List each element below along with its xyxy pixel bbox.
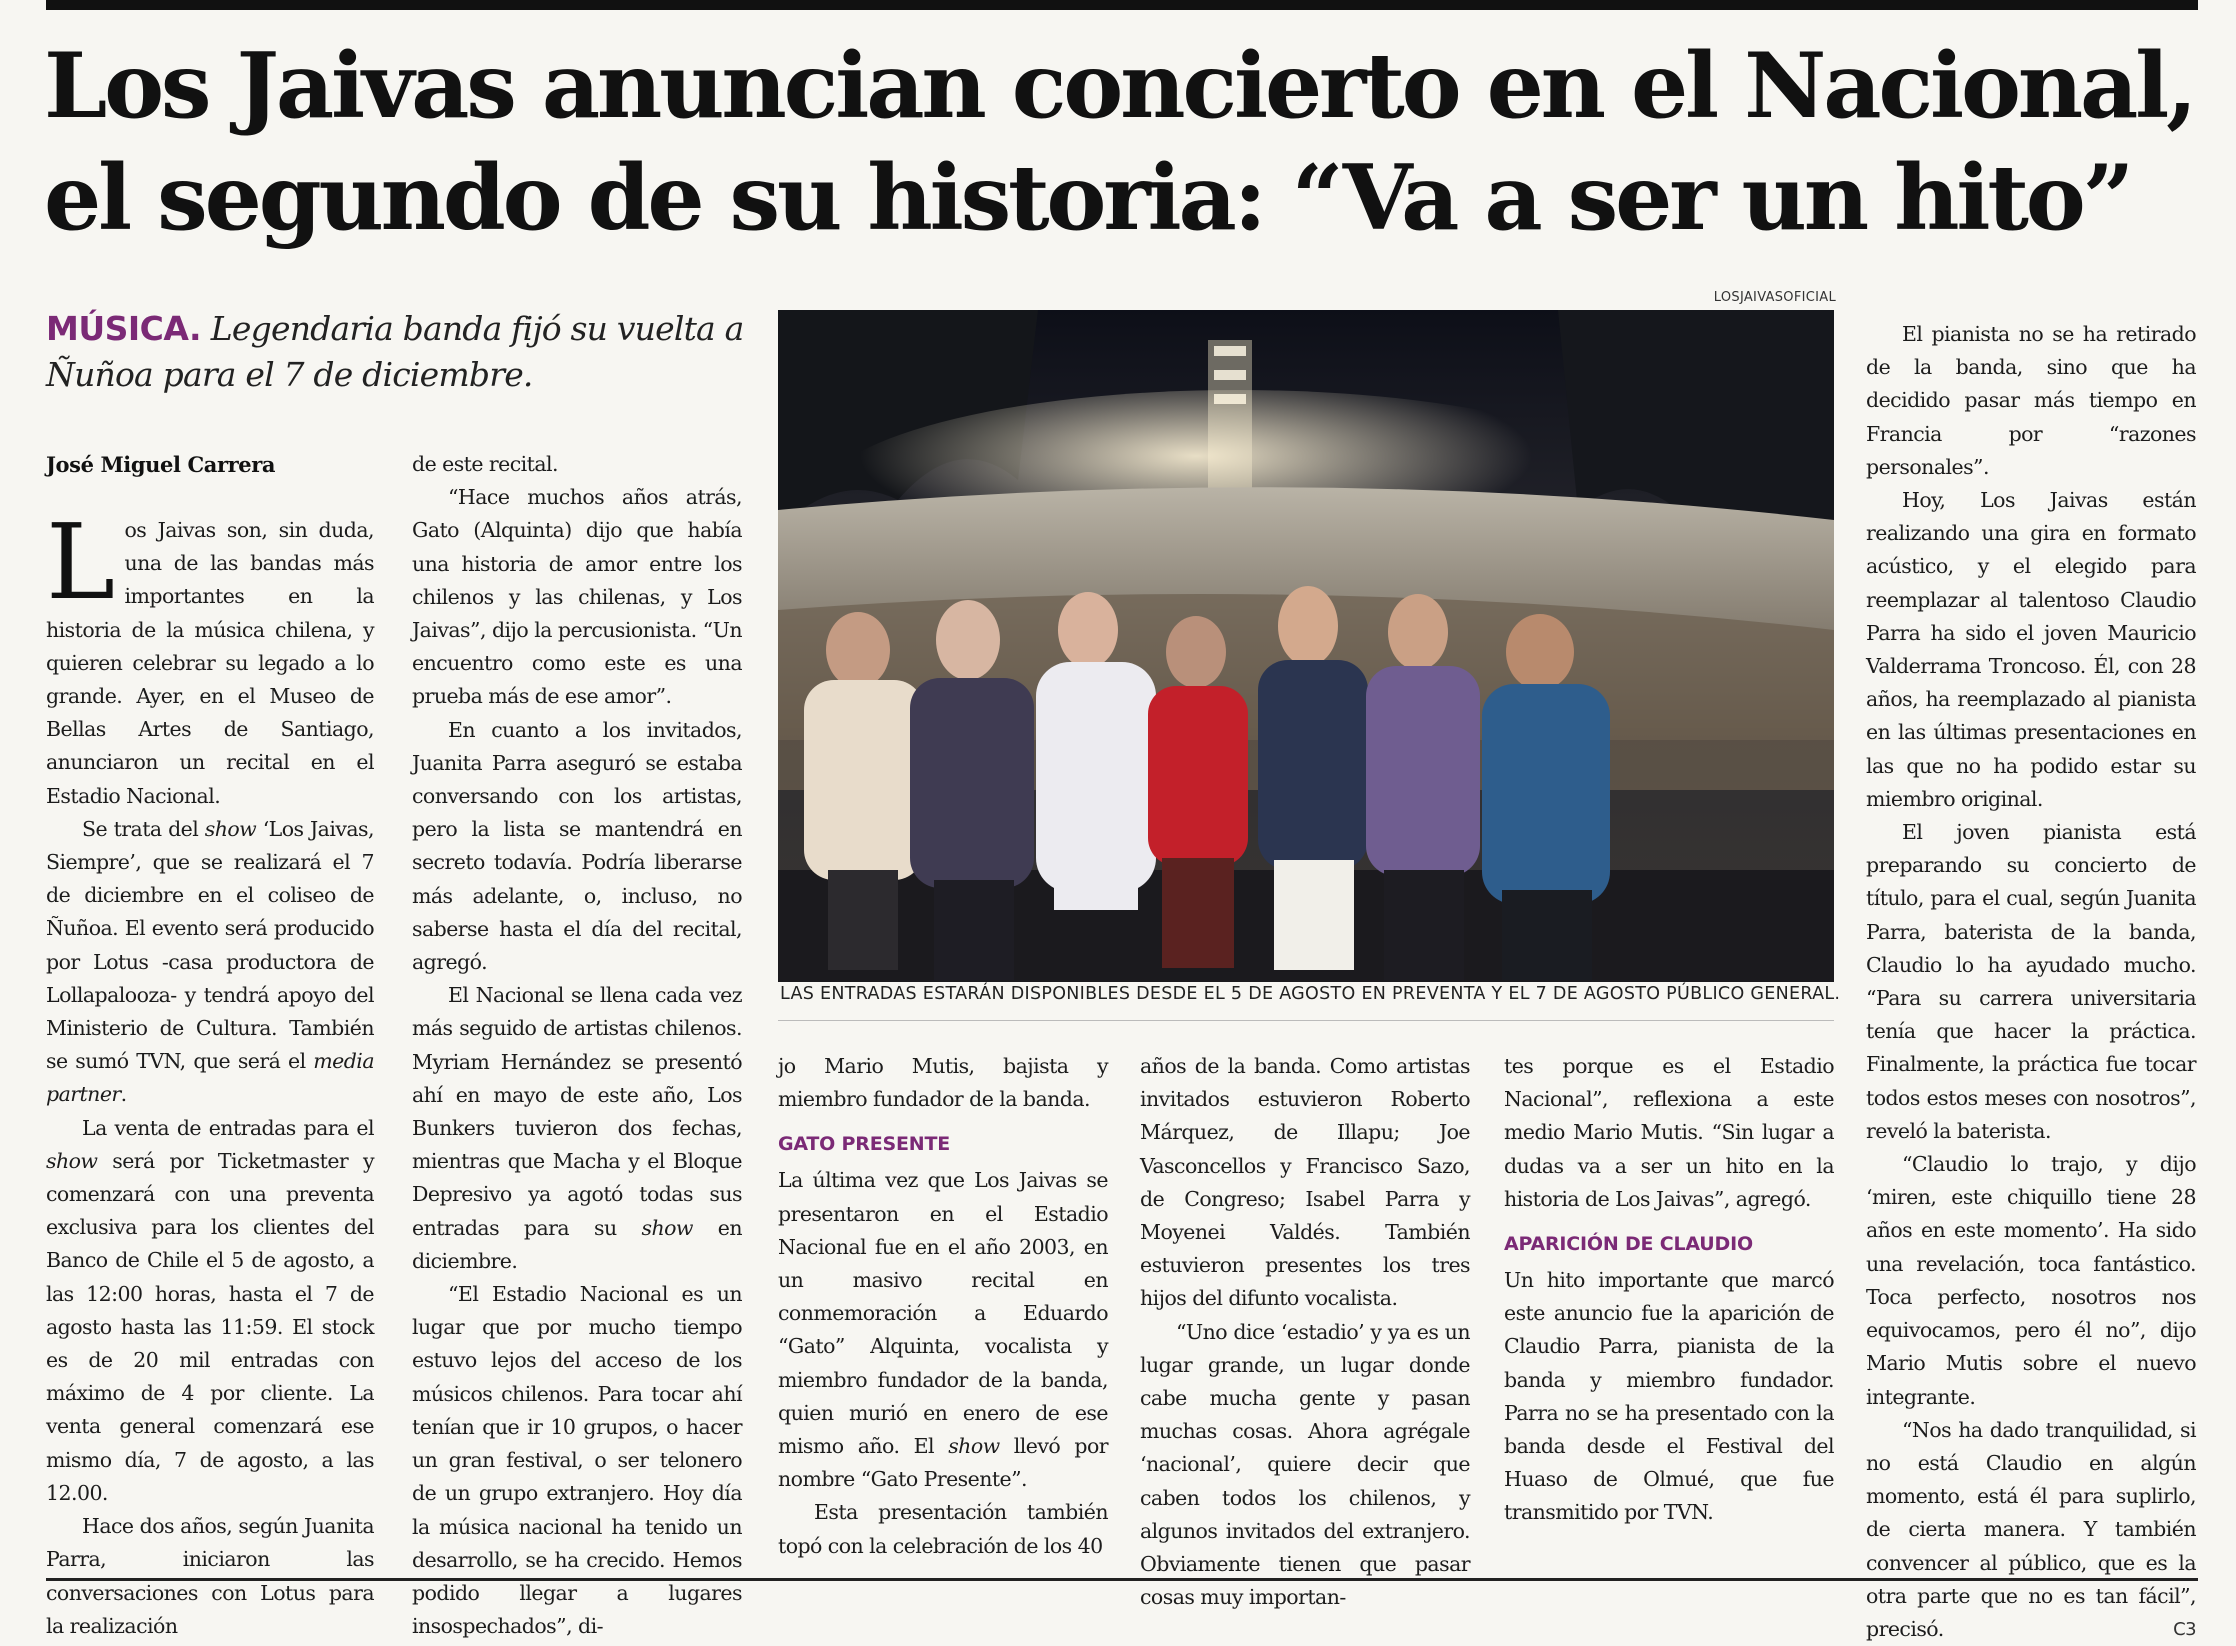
article-column-6 xyxy=(1866,318,2196,1646)
paragraph: El joven pianista está preparando su concierto de título, para el cual, según Juanita Parra, baterista de la banda, Claudio lo ha ayudado mucho. “Para su carrera universitaria tenía que hacer la práctica. Finalmente, la práctica fue tocar todos estos meses con nosotros”, reveló la baterista. xyxy=(1866,820,2196,1143)
text-run: Se trata del xyxy=(82,816,205,841)
caption-divider xyxy=(778,1020,1834,1021)
paragraph: Un hito importante que marcó este anuncio fue la aparición de Claudio Parra, pianista de la banda y miembro fundador. Parra no se ha presentado con la banda desde el Festival del Huaso de Olmué, que fue transmitido por TVN. xyxy=(1504,1268,1834,1525)
paragraph xyxy=(412,979,742,1278)
paragraph: “Hace muchos años atrás, Gato (Alquinta) dijo que había una historia de amor entre los chilenos y las chilenas, y Los Jaivas”, dijo la percusionista. “Un encuentro como este es una prueba más de ese amor”. xyxy=(412,485,742,709)
band-photo-illustration xyxy=(778,310,1834,982)
text-run: ‘Los Jaivas, Siempre’, que se realizará el 7 de diciembre en el coliseo de Ñuñoa. El evento será producido por Lotus -casa productora de Lollapalooza- y tendrá apoyo del Ministerio de Cultura. También se sumó TVN, que será el xyxy=(46,816,374,1074)
headline-line-2: el segundo de su historia: “Va a ser un hito” xyxy=(44,145,2132,251)
paragraph xyxy=(778,1164,1108,1496)
subhead-aparicion-de-claudio: APARICIÓN DE CLAUDIO xyxy=(1504,1233,1753,1256)
byline: José Miguel Carrera xyxy=(46,452,276,477)
paragraph xyxy=(46,501,374,813)
article-column-2 xyxy=(412,448,742,1643)
emphasis: show xyxy=(46,1148,98,1173)
emphasis: show xyxy=(948,1434,1000,1459)
emphasis: media partner xyxy=(46,1049,374,1107)
bottom-rule xyxy=(46,1578,2198,1581)
end-mark: C3 xyxy=(2173,1618,2196,1640)
text-run: llevó por nombre “Gato Presente”. xyxy=(778,1434,1108,1492)
emphasis: show xyxy=(204,816,257,841)
paragraph xyxy=(1866,1414,2196,1646)
headline xyxy=(44,30,2204,254)
deck-kicker: MÚSICA. xyxy=(46,309,202,348)
article-column-1 xyxy=(46,501,374,1643)
text-run: La venta de entradas para el xyxy=(82,1115,374,1140)
photo-credit: LOSJAIVASOFICIAL xyxy=(1713,290,1836,305)
emphasis: show xyxy=(641,1215,693,1240)
paragraph: Hoy, Los Jaivas están realizando una gira en formato acústico, y el elegido para reemplazar al talentoso Claudio Parra ha sido el joven Mauricio Valderrama Troncoso. Él, con 28 años, ha reemplazado al pianista en las últimas presentaciones en las que no ha podido estar su miembro original. xyxy=(1866,488,2196,811)
paragraph: jo Mario Mutis, bajista y miembro fundador de la banda. xyxy=(778,1054,1108,1112)
paragraph: El pianista no se ha retirado de la banda, sino que ha decidido pasar más tiempo en Francia por “razones personales”. xyxy=(1866,322,2196,479)
top-rule xyxy=(46,0,2198,10)
photo-caption: LAS ENTRADAS ESTARÁN DISPONIBLES DESDE EL 5 DE AGOSTO EN PREVENTA Y EL 7 DE AGOSTO PÚBLICO GENERAL. xyxy=(780,984,1841,1004)
paragraph: En cuanto a los invitados, Juanita Parra aseguró se estaba conversando con los artistas, pero la lista se mantendrá en secreto todavía. Podría liberarse más adelante, o, incluso, no saberse hasta el día del recital, agregó. xyxy=(412,717,742,975)
headline-line-1: Los Jaivas anuncian concierto en el Nacional, xyxy=(44,33,2195,139)
text-run: La última vez que Los Jaivas se presentaron en el Estadio Nacional fue en el año 2003, en un masivo recital en conmemoración a Eduardo “Gato” Alquinta, vocalista y miembro fundador de la banda, quien murió en enero de ese mismo año. El xyxy=(778,1168,1108,1459)
band-photo xyxy=(778,310,1834,982)
paragraph: años de la banda. Como artistas invitados estuvieron Roberto Márquez, de Illapu; Joe Vasconcellos y Francisco Sazo, de Congreso; Isabel Parra y Moyenei Valdés. También estuvieron presentes los tres hijos del difunto vocalista. xyxy=(1140,1054,1470,1311)
text-run: será por Ticketmaster y comenzará con una preventa exclusiva para los clientes del Banco de Chile el 5 de agosto, a las 12:00 horas, hasta el 7 de agosto hasta las 11:59. El stock es de 20 mil entradas con máximo de 4 por cliente. La venta general comenzará ese mismo día, 7 de agosto, a las 12.00. xyxy=(46,1148,374,1505)
paragraph xyxy=(46,1112,374,1510)
paragraph: Hace dos años, según Juanita Parra, iniciaron las conversaciones con Lotus para la realización xyxy=(46,1514,374,1638)
deck-text: Legendaria banda fijó su vuelta a Ñuñoa para el 7 de diciembre. xyxy=(46,309,744,394)
paragraph: “Claudio lo trajo, y dijo ‘miren, este chiquillo tiene 28 años en este momento’. Ha sido una revelación, toca fantástico. Toca perfecto, nosotros nos equivocamos, pero él no”, dijo Mario Mutis sobre el nuevo integrante. xyxy=(1866,1152,2196,1409)
paragraph: “Uno dice ‘estadio’ y ya es un lugar grande, un lugar donde cabe mucha gente y pasan muchas cosas. Ahora agrégale ‘nacional’, quiere decir que caben todos los chilenos, y algunos invitados del extranjero. Obviamente tienen que pasar cosas muy importan- xyxy=(1140,1319,1470,1610)
paragraph: de este recital. xyxy=(412,452,559,476)
subhead-gato-presente: GATO PRESENTE xyxy=(778,1133,950,1156)
paragraph: “El Estadio Nacional es un lugar que por mucho tiempo estuvo lejos del acceso de los músicos chilenos. Para tocar ahí tenían que ir 10 grupos, o hacer un gran festival, o ser telonero de un grupo extranjero. Hoy día la música nacional ha tenido un desarrollo, se ha crecido. Hemos podido llegar a lugares insospechados”, di- xyxy=(412,1282,742,1639)
article-column-5 xyxy=(1504,1050,1834,1530)
text-run: El Nacional se llena cada vez más seguido de artistas chilenos. Myriam Hernández se presentó ahí en mayo de este año, Los Bunkers tuvieron dos fechas, mientras que Macha y el Bloque Depresivo ya agotó todas sus entradas para su xyxy=(412,983,742,1240)
paragraph-text: os Jaivas son, sin duda, una de las bandas más importantes en la historia de la música chilena, y quieren celebrar su legado a lo grande. Ayer, en el Museo de Bellas Artes de Santiago, anunciaron un recital en el Estadio Nacional. xyxy=(46,518,374,808)
article-column-3 xyxy=(778,1050,1108,1563)
deck xyxy=(46,306,746,398)
paragraph: tes porque es el Estadio Nacional”, reflexiona a este medio Mario Mutis. “Sin lugar a dudas va a ser un hito en la historia de Los Jaivas”, agregó. xyxy=(1504,1054,1834,1211)
paragraph: Esta presentación también topó con la celebración de los 40 xyxy=(778,1500,1108,1558)
text-run: en diciembre. xyxy=(412,1215,742,1273)
article-column-4 xyxy=(1140,1050,1470,1614)
paragraph-text: “Nos ha dado tranquilidad, si no está Claudio en algún momento, está él para suplirlo, de cierta manera. Y también convencer al público, que es la otra parte que no es tan fácil”, precisó. xyxy=(1866,1417,2196,1641)
text-run: . xyxy=(120,1082,127,1107)
drop-cap: L xyxy=(46,501,115,623)
paragraph xyxy=(46,813,374,1112)
